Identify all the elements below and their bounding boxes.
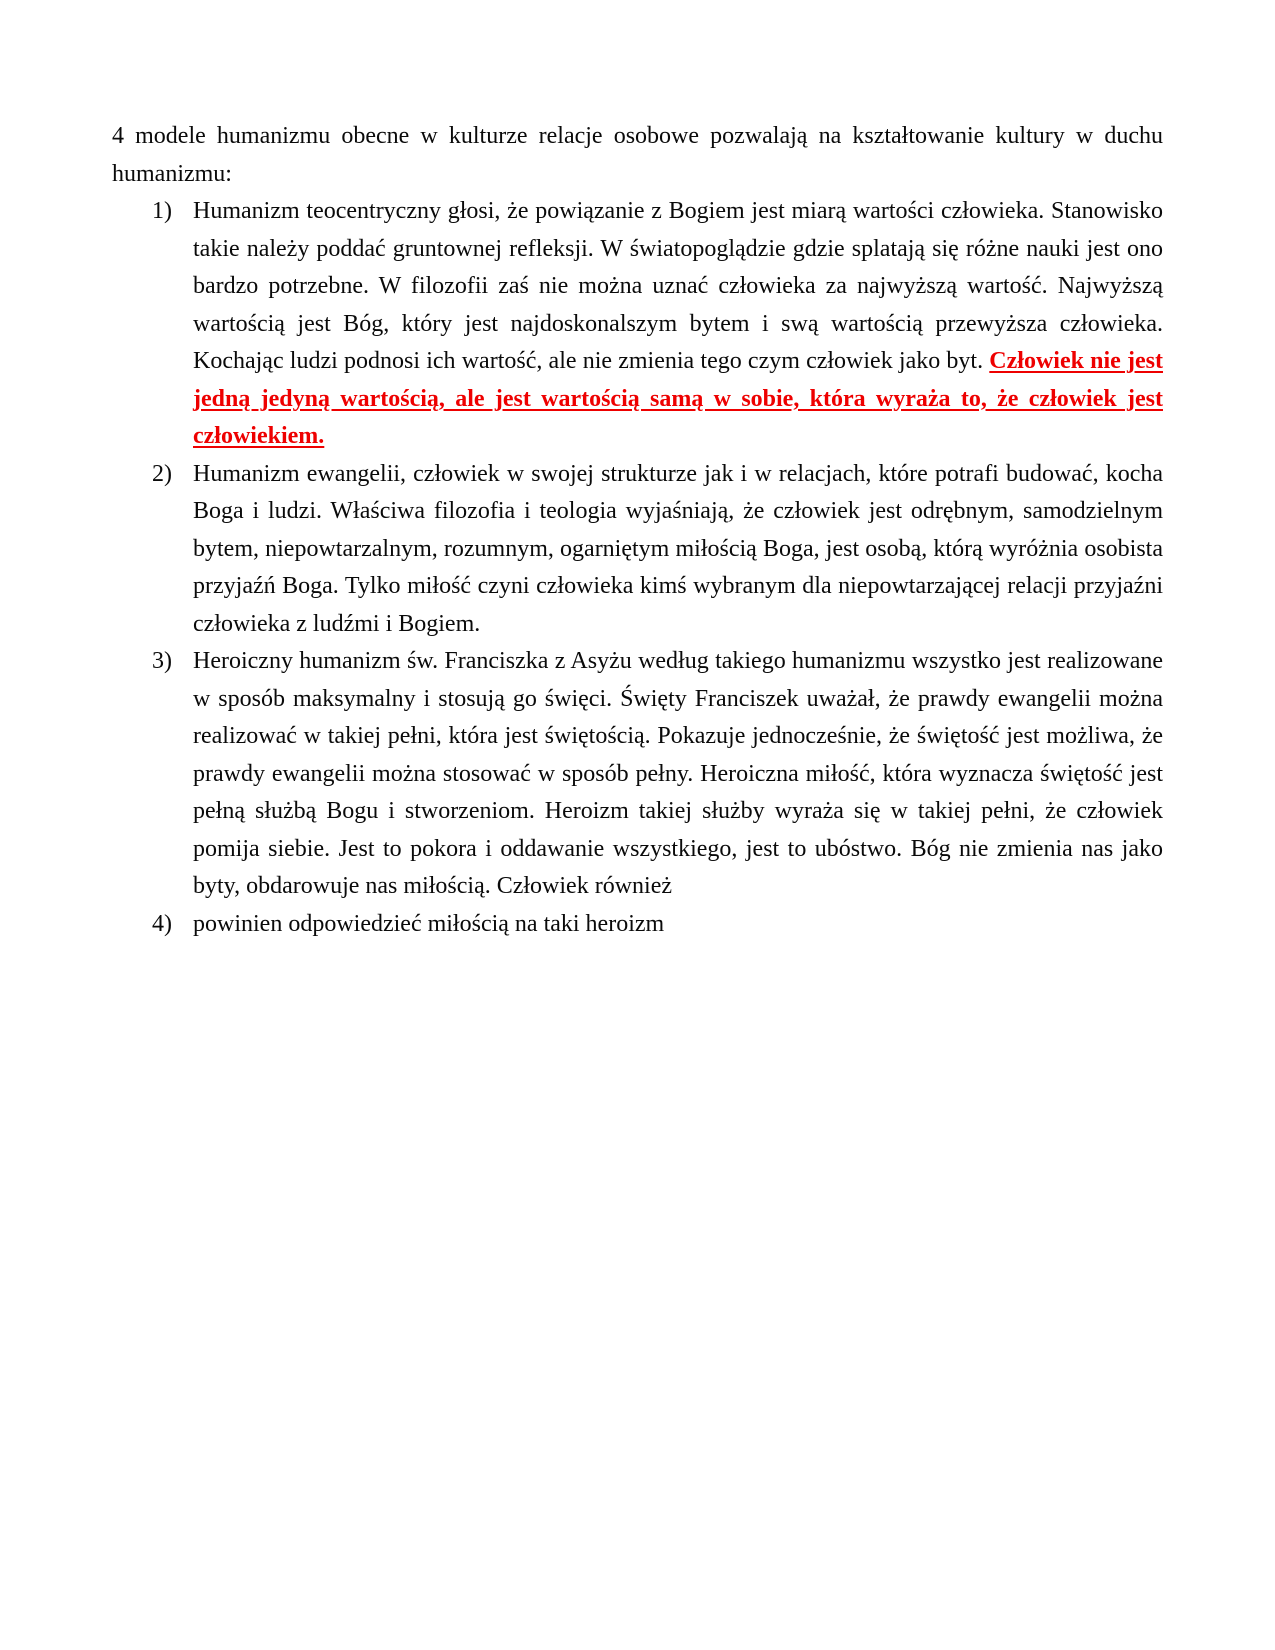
list-item-1	[112, 193, 1163, 456]
list-item-1-body: Humanizm teocentryczny głosi, że powiązanie z Bogiem jest miarą wartości człowieka. Stanowisko takie należy poddać gruntownej refleksji. W światopoglądzie gdzie splatają się różne nauki jest ono bardzo potrzebne. W filozofii zaś nie można uznać człowieka za najwyższą wartość. Najwyższą wartością jest Bóg, który jest najdoskonalszym bytem i swą wartością przewyższa człowieka. Kochając ludzi podnosi ich wartość, ale nie zmienia tego czym człowiek jako byt.	[193, 198, 1163, 374]
list-item-2	[112, 456, 1163, 644]
highlighted-text: Człowiek nie jest jedną jedyną wartością, ale jest wartością samą w sobie, która wyraża to, że człowiek jest człowiekiem.	[193, 348, 1163, 449]
list-marker-1: 1)	[152, 198, 172, 224]
numbered-list	[112, 193, 1163, 943]
list-item-3	[112, 643, 1163, 906]
list-marker-4: 4)	[152, 910, 172, 937]
list-item-4	[112, 906, 1163, 944]
list-item-1-text	[193, 193, 1163, 456]
list-marker-2: 2)	[152, 460, 172, 487]
list-item-3-text: Heroiczny humanizm św. Franciszka z Asyżu według takiego humanizmu wszystko jest realizowane w sposób maksymalny i stosują go święci. Święty Franciszek uważał, że prawdy ewangelii można realizować w takiej pełni, która jest świętością. Pokazuje jednocześnie, że świętość jest możliwa, że prawdy ewangelii można stosować w sposób pełny. Heroiczna miłość, która wyznacza świętość jest pełną służbą Bogu i stworzeniom. Heroizm takiej służby wyraża się w takiej pełni, że człowiek pomija siebie. Jest to pokora i oddawanie wszystkiego, jest to ubóstwo. Bóg nie zmienia nas jako byty, obdarowuje nas miłością. Człowiek również	[193, 648, 1163, 899]
list-marker-3: 3)	[152, 648, 172, 674]
intro-paragraph: 4 modele humanizmu obecne w kulturze relacje osobowe pozwalają na kształtowanie kultury w duchu humanizmu:	[112, 123, 1163, 187]
list-item-4-text: powinien odpowiedzieć miłością na taki heroizm	[193, 910, 665, 937]
list-item-2-text: Humanizm ewangelii, człowiek w swojej strukturze jak i w relacjach, które potrafi budować, kocha Boga i ludzi. Właściwa filozofia i teologia wyjaśniają, że człowiek jest odrębnym, samodzielnym bytem, niepowtarzalnym, rozumnym, ogarniętym miłością Boga, jest osobą, którą wyróżnia osobista przyjaźń Boga. Tylko miłość czyni człowieka kimś wybranym dla niepowtarzającej relacji przyjaźni człowieka z ludźmi i Bogiem.	[193, 460, 1163, 637]
